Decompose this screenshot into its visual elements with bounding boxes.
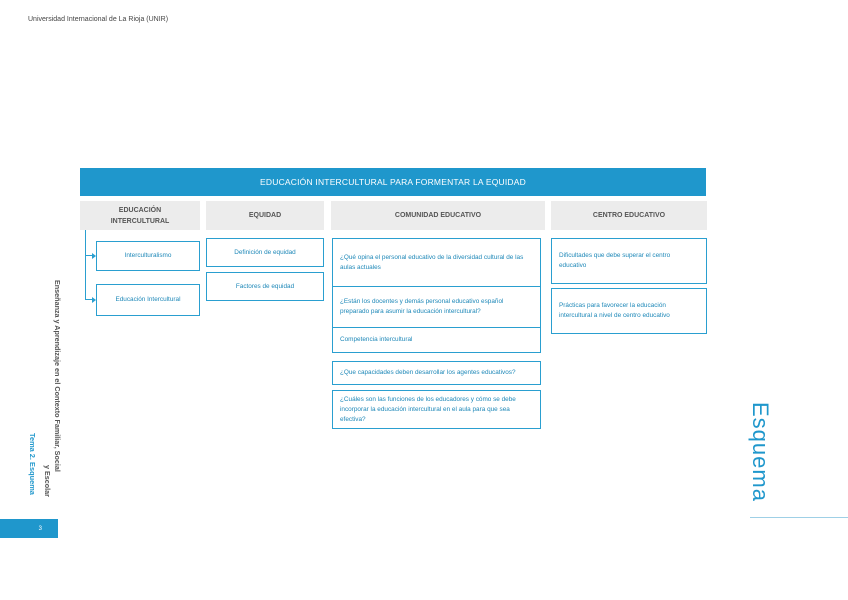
page-number-badge: 3 [0,519,58,538]
divider [750,517,848,518]
box-capacidades-agentes: ¿Que capacidades deben desarrollar los agentes educativos? [332,361,541,385]
column-heading-equidad: EQUIDAD [206,201,324,230]
box-definicion-equidad: Definición de equidad [206,238,324,267]
column-heading-comunidad-educativo: COMUNIDAD EDUCATIVO [331,201,545,230]
group-item: ¿Están los docentes y demás personal educativo español preparado para asumir la educación intercultural? [333,287,540,328]
scheme-title: EDUCACIÓN INTERCULTURAL PARA FORMENTAR LA EQUIDAD [80,168,706,196]
box-dificultades-centro: Dificultades que debe superar el centro educativo [551,238,707,284]
group-comunidad-educativo [332,238,541,353]
topic-label: Tema 2. Esquema [28,433,37,495]
section-title: Esquema [748,402,773,502]
group-item: ¿Qué opina el personal educativo de la diversidad cultural de las aulas actuales [333,239,540,287]
box-educacion-intercultural: Educación Intercultural [96,284,200,316]
box-practicas-centro: Prácticas para favorecer la educación intercultural a nivel de centro educativo [551,288,707,334]
box-factores-equidad: Factores de equidad [206,272,324,301]
course-title-line2: y Escolar [43,465,52,497]
box-interculturalismo: Interculturalismo [96,241,200,271]
institution-header: Universidad Internacional de La Rioja (UNIR) [28,16,169,23]
column-heading-educacion-intercultural: EDUCACIÓN INTERCULTURAL [80,201,200,230]
connector-line [85,230,86,300]
group-item: Competencia intercultural [340,336,413,343]
column-heading-centro-educativo: CENTRO EDUCATIVO [551,201,707,230]
course-title-line1: Enseñanza y Aprendizaje en el Contexto Familiar, Social [53,280,62,472]
box-funciones-educadores: ¿Cuáles son las funciones de los educadores y cómo se debe incorporar la educación intercultural en el aula para que sea efectiva? [332,390,541,429]
